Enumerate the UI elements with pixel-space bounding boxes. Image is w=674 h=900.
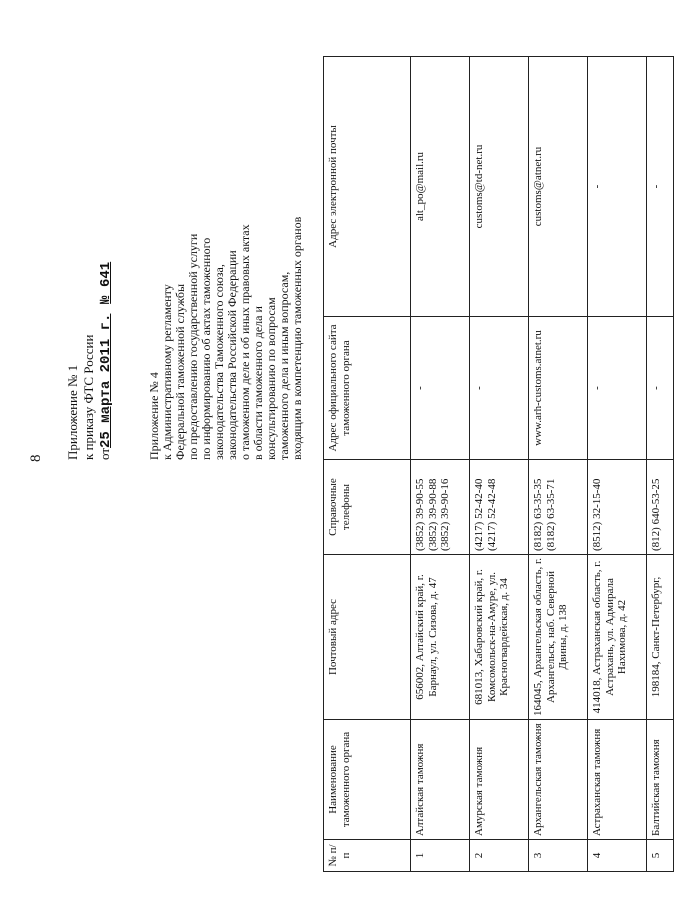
- appendix4-line: к Административному регламенту: [160, 284, 174, 460]
- appendix4-line: таможенного дела и иным вопросам,: [277, 271, 291, 460]
- phone-number: (8182) 63-35-71: [544, 478, 557, 551]
- cell-website: -: [470, 317, 529, 460]
- from-label: от: [97, 447, 112, 460]
- cell-name: Астраханская таможня: [588, 720, 647, 840]
- page-number: 8: [28, 454, 44, 462]
- order-date: 25 марта 2011 г.: [98, 313, 114, 448]
- cell-email: -: [647, 57, 674, 317]
- appendix4-line: законодательства Таможенного союза,: [212, 264, 226, 460]
- cell-num: 3: [529, 840, 588, 872]
- cell-postal: 656002, Алтайский край, г. Барнаул, ул. Сизова, д. 47: [411, 555, 470, 720]
- cell-postal: 164045, Архангельская область, г. Архангельск, наб. Северной Двины, д. 138: [529, 555, 588, 720]
- phone-number: (3852) 39-90-16: [439, 478, 451, 551]
- cell-phones: [647, 460, 674, 555]
- phone-number: (3852) 39-90-55: [414, 478, 426, 551]
- appendix4-line: по информированию об актах таможенного: [199, 237, 213, 460]
- cell-postal: 681013, Хабаровский край, г. Комсомольск-на-Амуре, ул. Красногвардейская, д. 34: [470, 555, 529, 720]
- table-row: [647, 57, 674, 872]
- header-name: Наименование таможенного органа: [324, 720, 411, 840]
- phone-number: (3852) 39-90-88: [426, 478, 439, 551]
- header-website: Адрес официального сайта таможенного органа: [324, 317, 411, 460]
- cell-postal: 414018, Астраханская область, г. Астрахань, ул. Адмирала Нахимова, д. 42: [588, 555, 647, 720]
- cell-website: -: [411, 317, 470, 460]
- appendix4-block: [148, 30, 304, 460]
- cell-name: Архангельская таможня: [529, 720, 588, 840]
- appendix4-line: консультированию по вопросам: [264, 297, 278, 460]
- appendix4-line: в области таможенного дела и: [251, 306, 265, 460]
- appendix4-line: по предоставлению государственной услуги: [186, 233, 200, 460]
- cell-num: 5: [647, 840, 674, 872]
- cell-website: -: [588, 317, 647, 460]
- cell-phones: [588, 460, 647, 555]
- phone-number: (4217) 52-42-48: [485, 478, 498, 551]
- cell-phones: [470, 460, 529, 555]
- cell-phones: [529, 460, 588, 555]
- phone-number: (8182) 63-35-35: [532, 478, 544, 551]
- cell-email: alt_po@mail.ru: [411, 57, 470, 317]
- table-row: [588, 57, 647, 872]
- phone-number: (812) 640-53-25: [650, 478, 662, 551]
- cell-phones: [411, 460, 470, 555]
- table-row: [470, 57, 529, 872]
- header-phones: Справочные телефоны: [324, 460, 411, 555]
- appendix1-order-line: [97, 262, 114, 460]
- customs-offices-table: [323, 56, 674, 872]
- appendix4-line: законодательства Российской Федерации: [225, 250, 239, 460]
- appendix1-order-ref: к приказу ФТС России: [81, 334, 96, 460]
- cell-name: Амурская таможня: [470, 720, 529, 840]
- appendix4-line: Приложение № 4: [147, 372, 161, 460]
- cell-email: -: [588, 57, 647, 317]
- appendix4-line: о таможенном деле и об иных правовых актах: [238, 224, 252, 460]
- appendix1-title: Приложение № 1: [65, 364, 80, 460]
- appendix1-block: [65, 262, 114, 460]
- table-row: [411, 57, 470, 872]
- cell-email: customs@atnet.ru: [529, 57, 588, 317]
- cell-name: Алтайская таможня: [411, 720, 470, 840]
- cell-postal: 198184, Санкт-Петербург,: [647, 555, 674, 720]
- header-postal: Почтовый адрес: [324, 555, 411, 720]
- table-row: [529, 57, 588, 872]
- cell-num: 1: [411, 840, 470, 872]
- table-header-row: [324, 57, 411, 872]
- cell-name: Балтийская таможня: [647, 720, 674, 840]
- header-email: Адрес электронной почты: [324, 57, 411, 317]
- cell-website: www.arh-customs.atnet.ru: [529, 317, 588, 460]
- cell-email: customs@td-net.ru: [470, 57, 529, 317]
- cell-num: 4: [588, 840, 647, 872]
- order-number: № 641: [98, 261, 114, 304]
- phone-number: (4217) 52-42-40: [473, 478, 485, 551]
- phone-number: (8512) 32-15-40: [591, 478, 603, 551]
- header-num: № п/п: [324, 840, 411, 872]
- cell-website: -: [647, 317, 674, 460]
- appendix4-line: Федеральной таможенной службы: [173, 283, 187, 460]
- cell-num: 2: [470, 840, 529, 872]
- appendix4-line: входящим в компетенцию таможенных органов: [290, 216, 304, 460]
